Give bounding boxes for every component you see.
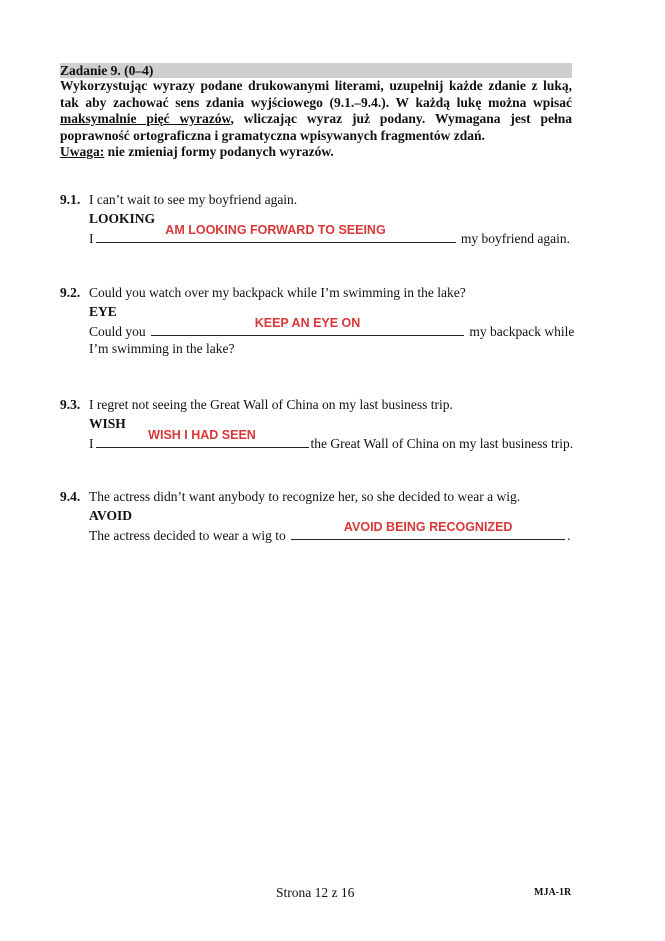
keyword: WISH xyxy=(89,416,126,431)
task-instructions xyxy=(60,78,572,161)
answer-gap[interactable] xyxy=(96,223,456,243)
item-number: 9.3. xyxy=(60,397,81,412)
source-sentence: Could you watch over my backpack while I’m swimming in the lake? xyxy=(89,285,466,300)
keyword: EYE xyxy=(89,304,117,319)
keyword: AVOID xyxy=(89,508,132,523)
source-sentence: The actress didn’t want anybody to recognize her, so she decided to wear a wig. xyxy=(89,489,521,504)
task-title: Zadanie 9. (0–4) xyxy=(60,63,572,78)
answer-text: AM LOOKING FORWARD TO SEEING xyxy=(165,223,386,237)
gap-after: . xyxy=(567,528,571,543)
item-number: 9.1. xyxy=(60,192,81,207)
exam-code: MJA-1R xyxy=(534,887,572,898)
instr-text: Wykorzystując wyrazy podane drukowanymi literami, uzupełnij każde zdanie z luką, tak aby zachować sens zdania wyjściowego (9.1.–9.4.). W każdą lukę można wpisać xyxy=(60,78,572,110)
item-number: 9.2. xyxy=(60,285,81,300)
gap-before: I xyxy=(89,436,94,451)
source-sentence: I regret not seeing the Great Wall of China on my last business trip. xyxy=(89,397,453,412)
instr-underlined: maksymalnie pięć wyrazów xyxy=(60,111,231,126)
gap-after: the Great Wall of China on my last business trip. xyxy=(310,436,574,451)
item-number: 9.4. xyxy=(60,489,81,504)
answer-gap[interactable] xyxy=(291,520,565,540)
page-number: Strona 12 z 16 xyxy=(276,885,355,900)
answer-text: WISH I HAD SEEN xyxy=(148,428,256,442)
source-sentence: I can’t wait to see my boyfriend again. xyxy=(89,192,298,207)
note-label: Uwaga: xyxy=(60,144,105,159)
note-text: nie zmieniaj formy podanych wyrazów. xyxy=(104,144,334,159)
answer-text: AVOID BEING RECOGNIZED xyxy=(343,520,513,534)
answer-gap[interactable] xyxy=(96,428,309,448)
instr-text-2: , wliczając wyraz już podany. Wymagana jest pełna poprawność ortograficzna i gramatyczna wpisywanych fragmentów zdań. xyxy=(60,111,572,143)
answer-gap[interactable] xyxy=(151,316,464,336)
gap-before: Could you xyxy=(89,324,146,339)
gap-after: my backpack while xyxy=(469,324,575,339)
keyword: LOOKING xyxy=(89,211,156,226)
gap-before: I xyxy=(89,231,94,246)
gap-after: my boyfriend again. xyxy=(460,231,570,246)
gap-before: The actress decided to wear a wig to xyxy=(89,528,286,543)
gap-after-line2: I’m swimming in the lake? xyxy=(89,341,235,356)
answer-text: KEEP AN EYE ON xyxy=(254,316,361,330)
